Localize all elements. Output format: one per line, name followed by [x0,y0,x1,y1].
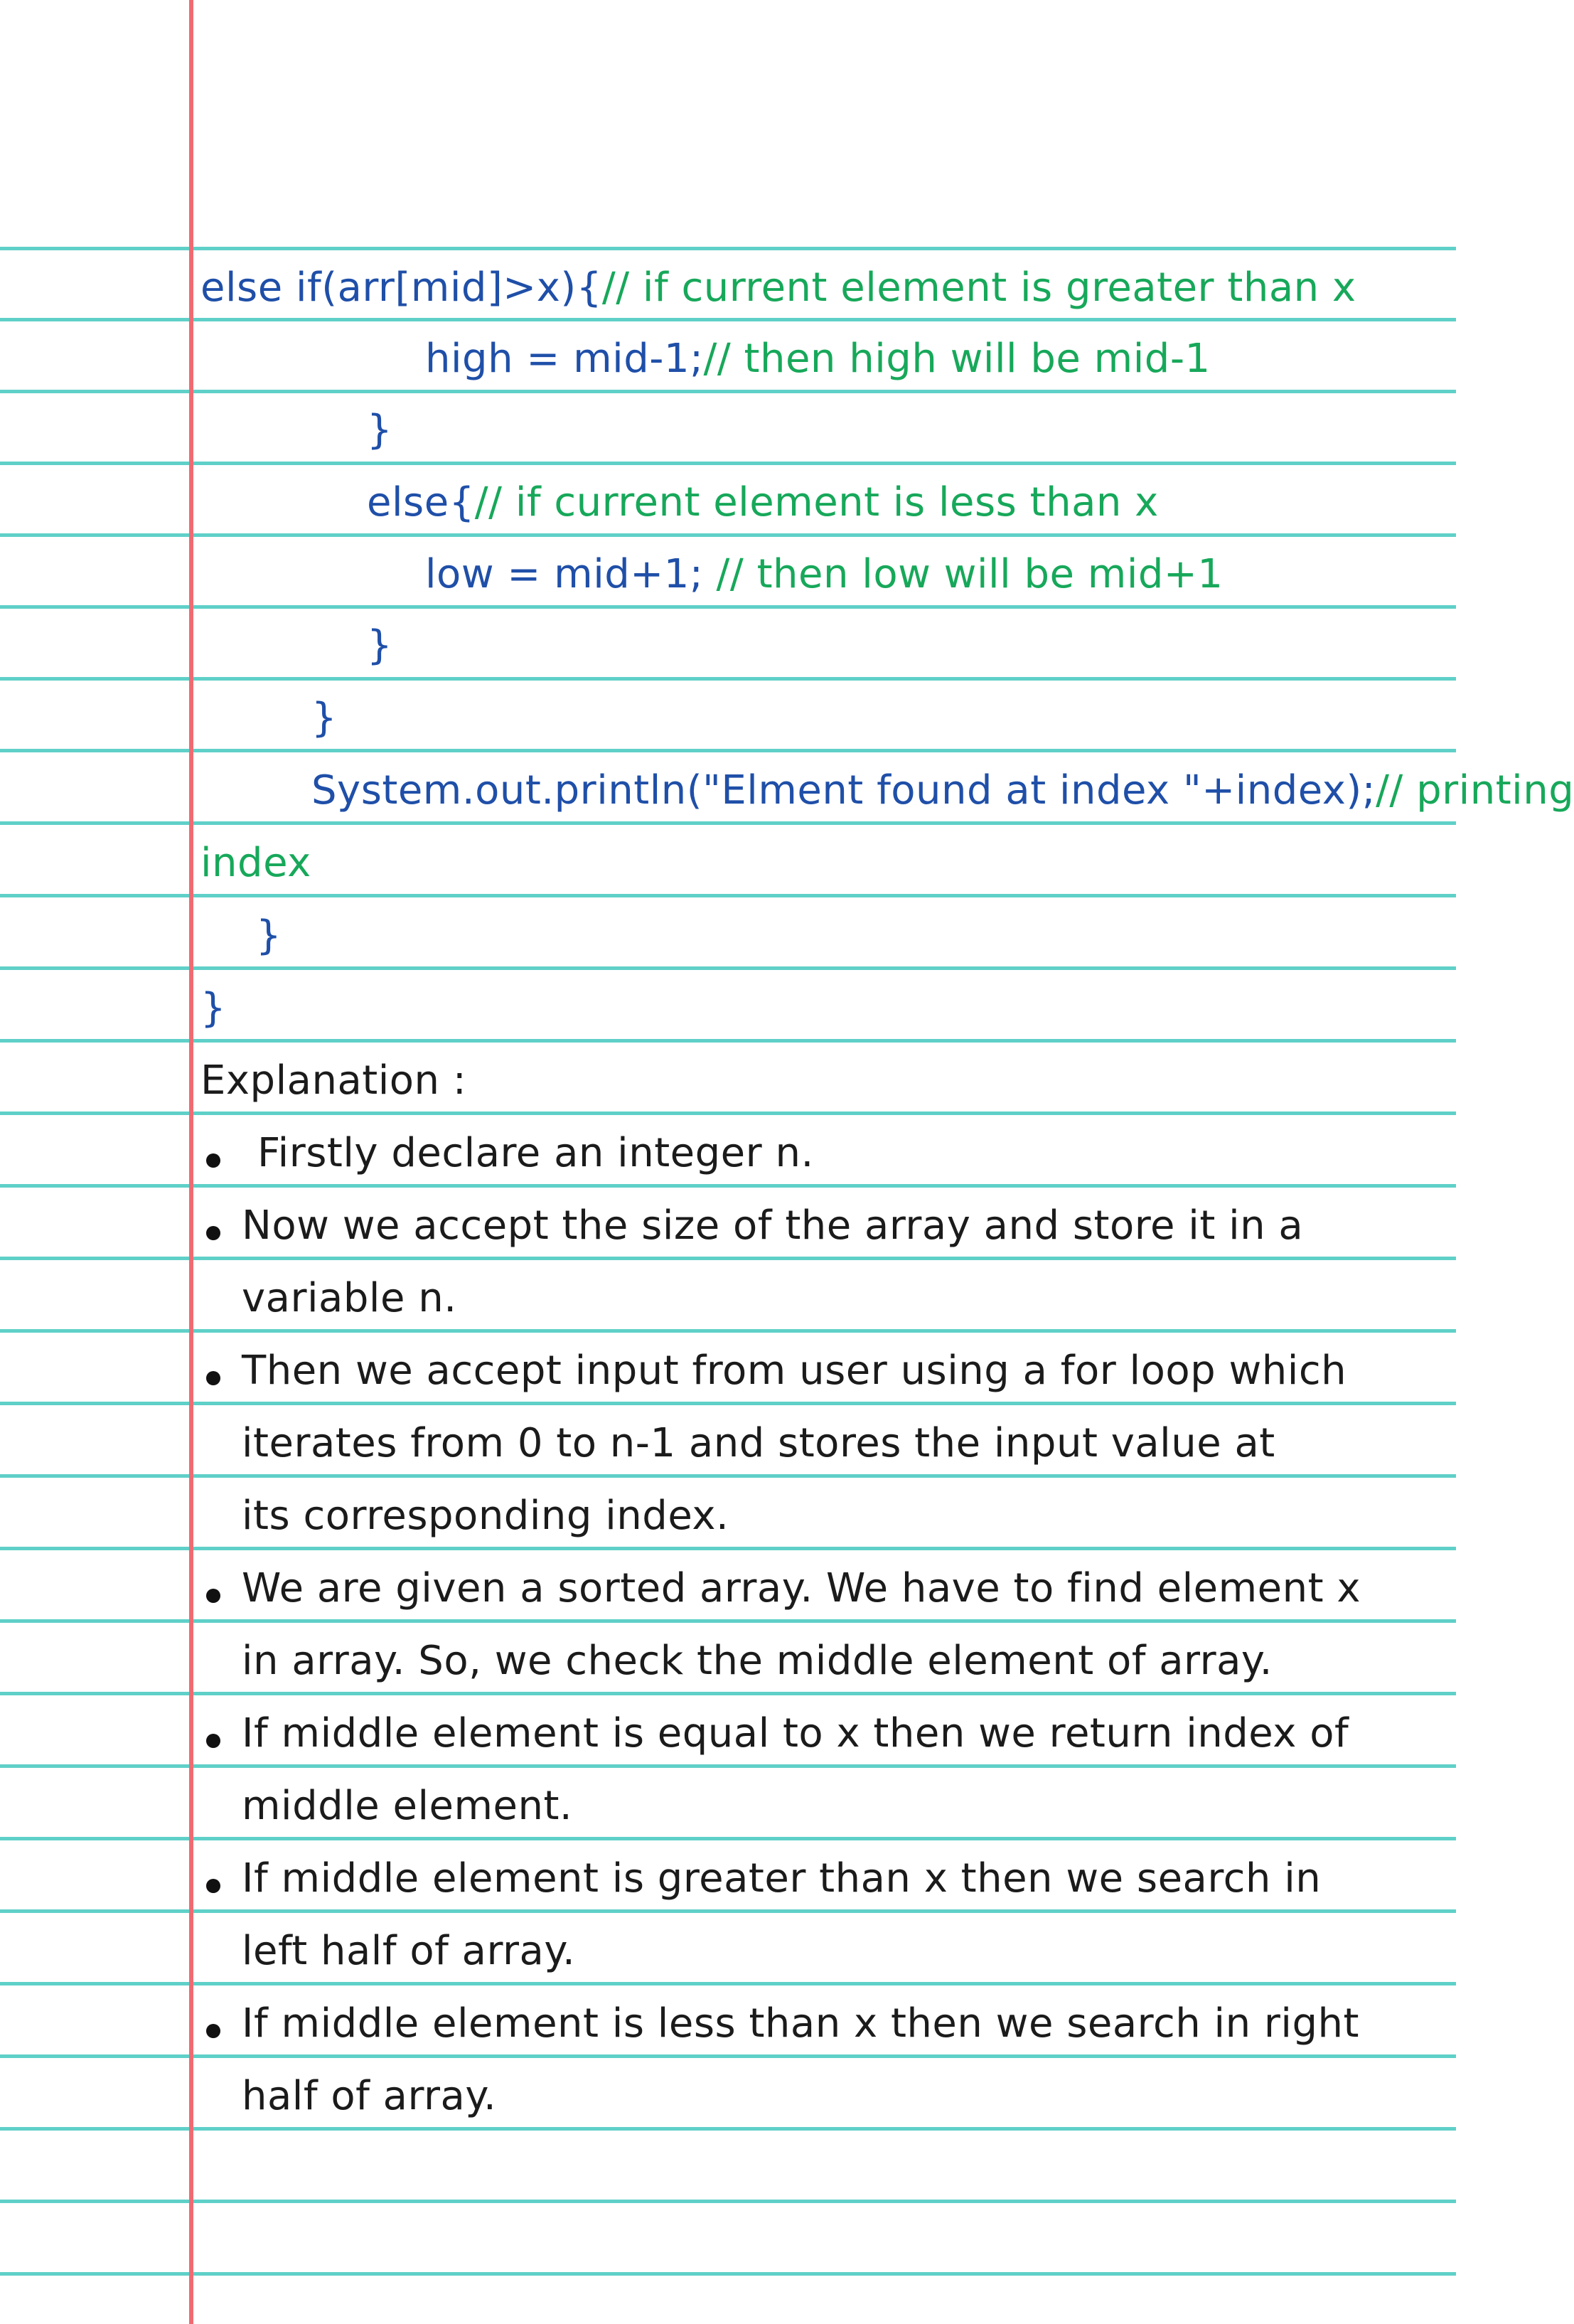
code-line [367,617,392,674]
ruled-line [0,533,1456,537]
ruled-line [0,390,1456,393]
code-text: high = mid-1; [425,336,704,382]
bullet-text: iterates from 0 to n-1 and stores the input value at [242,1420,1275,1466]
ruled-line [0,318,1456,321]
bullet-dot [206,1734,220,1748]
code-line [425,546,1223,603]
code-text: } [256,912,282,959]
bullet-text: its corresponding index. [242,1493,729,1539]
code-text: else if(arr[mid]>x){ [200,265,602,311]
ruled-line [0,894,1456,897]
bullet-text: half of array. [242,2073,497,2119]
bullet-text: middle element. [242,1783,573,1829]
code-comment: // if current element is greater than x [601,265,1356,311]
ruled-line [0,1329,1456,1333]
ruled-line [0,605,1456,609]
ruled-line [0,1764,1456,1768]
code-text: } [367,622,393,668]
bullet-text: If middle element is less than x then we search in right [242,2000,1359,2047]
code-text: low = mid+1; [425,551,717,597]
ruled-line [0,2200,1456,2203]
ruled-line [0,1982,1456,1985]
code-line [200,980,226,1037]
code-line [367,474,1159,531]
bullet-dot [206,1371,220,1385]
bullet-text: Firstly declare an integer n. [257,1130,814,1176]
code-text: System.out.println("Elment found at index "+index); [311,767,1376,814]
code-text: else{ [367,479,475,526]
ruled-line [0,1402,1456,1405]
bullet-dot [206,1153,220,1168]
ruled-line [0,1112,1456,1115]
code-line [256,907,282,964]
margin-line [189,0,193,2324]
explanation-heading: Explanation : [200,1057,467,1104]
bullet-dot [206,1226,220,1240]
ruled-line [0,1039,1456,1043]
ruled-line [0,1257,1456,1260]
ruled-line [0,462,1456,465]
bullet-text: in array. So, we check the middle element of array. [242,1638,1273,1684]
bullet-text: If middle element is equal to x then we return index of [242,1710,1349,1757]
bullet-text: We are given a sorted array. We have to find element x [242,1565,1361,1611]
ruled-line [0,966,1456,970]
ruled-line [0,749,1456,752]
code-text: } [311,695,338,741]
code-text: } [200,985,227,1031]
ruled-line [0,1692,1456,1695]
code-line [200,835,311,892]
code-line [311,690,337,747]
bullet-dot [206,1879,220,1893]
ruled-line [0,2054,1456,2058]
bullet-text: If middle element is greater than x then we search in [242,1855,1322,1902]
code-text: } [367,407,393,453]
ruled-line [0,1474,1456,1478]
ruled-line [0,247,1456,250]
bullet-text: left half of array. [242,1928,576,1974]
bullet-dot [206,2024,220,2038]
bullet-text: Now we accept the size of the array and store it in a [242,1203,1304,1249]
ruled-line [0,2272,1456,2276]
code-comment: // printing [1376,767,1574,814]
code-line [311,762,1574,819]
ruled-line [0,1837,1456,1840]
bullet-text: variable n. [242,1275,457,1321]
bullet-dot [206,1589,220,1603]
ruled-line [0,821,1456,825]
code-comment: // then high will be mid-1 [703,336,1211,382]
ruled-line [0,1184,1456,1188]
ruled-line [0,677,1456,681]
code-line [367,402,392,459]
ruled-line [0,1909,1456,1913]
code-comment: // then low will be mid+1 [716,551,1224,597]
code-comment: index [200,840,311,886]
code-line [200,260,1356,316]
ruled-line [0,1619,1456,1623]
code-comment: // if current element is less than x [474,479,1159,526]
ruled-line [0,1547,1456,1550]
bullet-text: Then we accept input from user using a for loop which [242,1348,1347,1394]
code-line [425,331,1211,388]
ruled-line [0,2127,1456,2131]
